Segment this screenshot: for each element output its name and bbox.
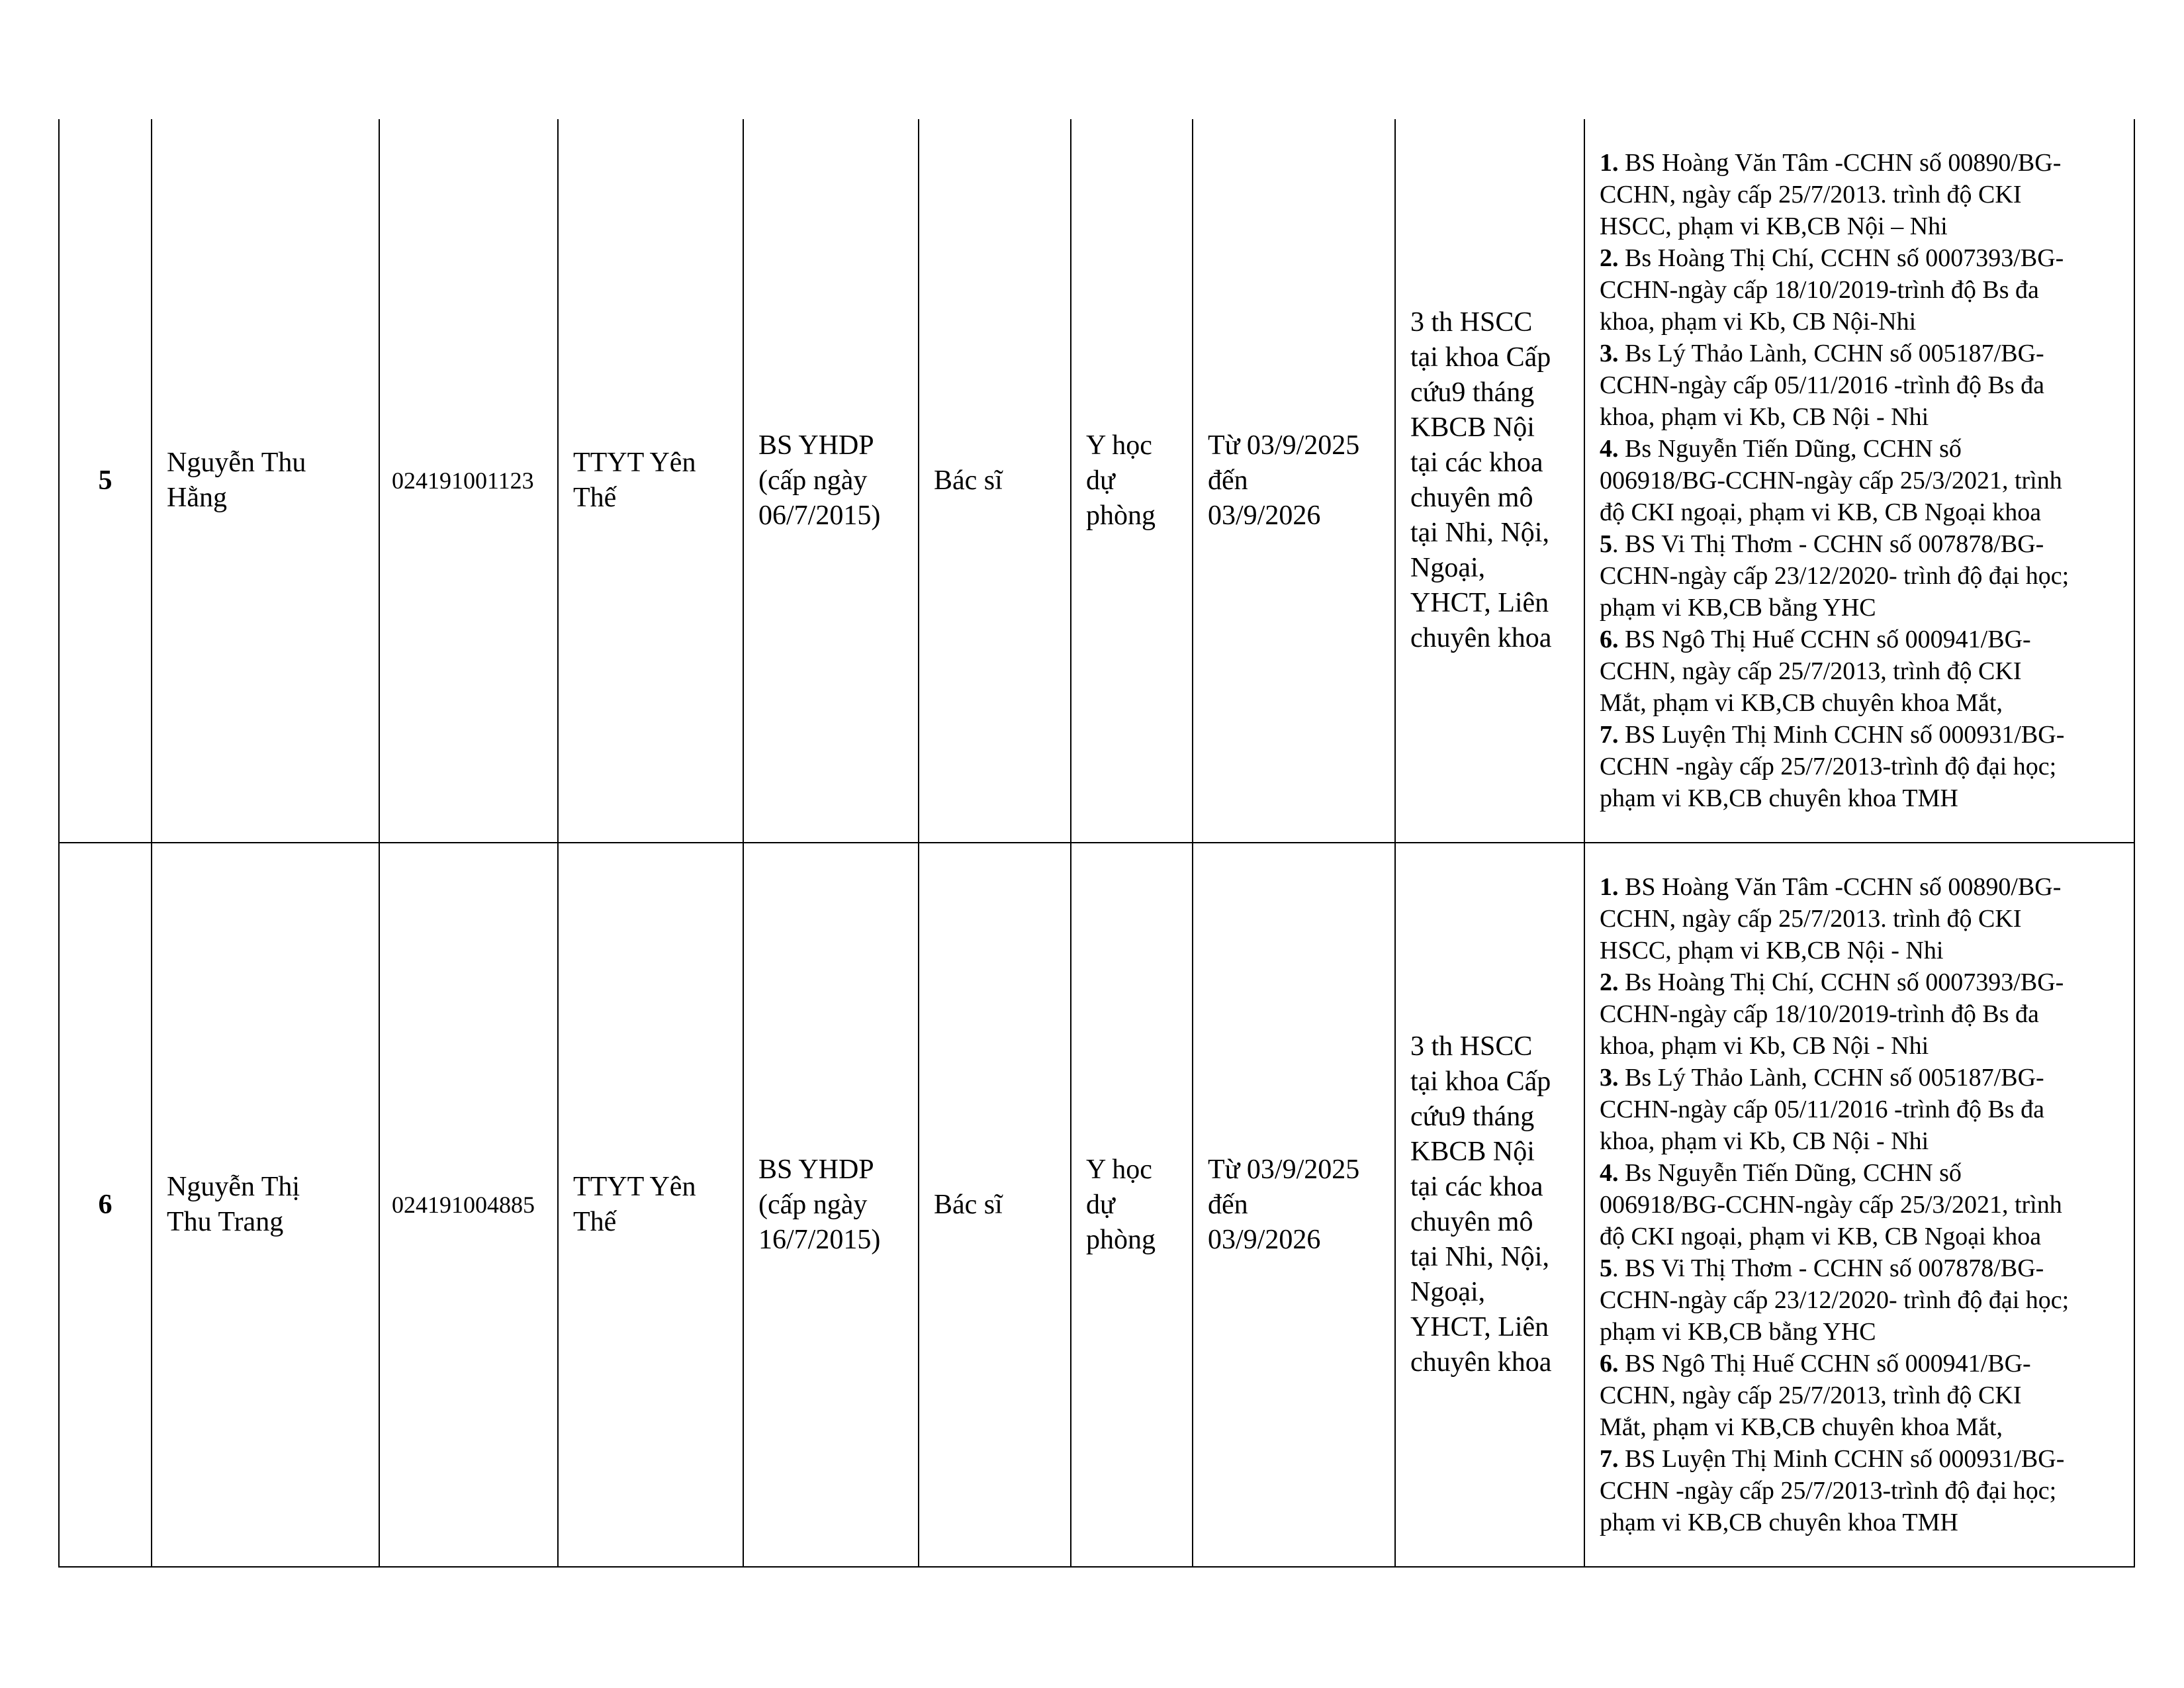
supervisor-line: Mắt, phạm vi KB,CB chuyên khoa Mắt, [1600, 1413, 2003, 1441]
practice-content: 3 th HSCC tại khoa Cấp cứu9 tháng KBCB Nội tại các khoa chuyên mô tại Nhi, Nội, Ngoại, YHCT, Liên chuyên khoa [1395, 843, 1584, 1567]
supervisor-line: độ CKI ngoại, phạm vi KB, CB Ngoại khoa [1600, 498, 2042, 526]
workplace: TTYT Yên Thế [558, 843, 743, 1567]
position: Bác sĩ [919, 119, 1071, 843]
practice-field: Y học dự phòng [1071, 843, 1193, 1567]
supervisor-line: phạm vi KB,CB bằng YHC [1600, 1318, 1876, 1346]
table-row [59, 119, 2134, 843]
supervisor-line: CCHN-ngày cấp 18/10/2019-trình độ Bs đa [1600, 1000, 2039, 1028]
supervisor-line: HSCC, phạm vi KB,CB Nội – Nhi [1600, 212, 1948, 240]
row-number: 5 [59, 119, 152, 843]
supervisor-line: 2. Bs Hoàng Thị Chí, CCHN số 0007393/BG- [1600, 244, 2064, 272]
supervisor-line: 6. BS Ngô Thị Huế CCHN số 000941/BG- [1600, 1350, 2031, 1378]
supervisor-line: 1. BS Hoàng Văn Tâm -CCHN số 00890/BG- [1600, 149, 2062, 177]
row-number: 6 [59, 843, 152, 1567]
qualification: BS YHDP (cấp ngày 16/7/2015) [743, 843, 919, 1567]
id-number: 024191001123 [379, 119, 558, 843]
workplace: TTYT Yên Thế [558, 119, 743, 843]
supervisor-line: 2. Bs Hoàng Thị Chí, CCHN số 0007393/BG- [1600, 968, 2064, 996]
supervisor-line: 5. BS Vi Thị Thơm - CCHN số 007878/BG- [1600, 1254, 2044, 1282]
practice-content: 3 th HSCC tại khoa Cấp cứu9 tháng KBCB Nội tại các khoa chuyên mô tại Nhi, Nội, Ngoại, YHCT, Liên chuyên khoa [1395, 119, 1584, 843]
practice-field: Y học dự phòng [1071, 119, 1193, 843]
supervisor-line: khoa, phạm vi Kb, CB Nội - Nhi [1600, 1127, 1929, 1155]
supervisor-line: 3. Bs Lý Thảo Lành, CCHN số 005187/BG- [1600, 1064, 2044, 1092]
supervisor-line: CCHN-ngày cấp 05/11/2016 -trình độ Bs đa [1600, 371, 2044, 399]
supervisor-list [1584, 843, 2134, 1567]
practice-period: Từ 03/9/2025 đến 03/9/2026 [1193, 843, 1395, 1567]
table-row [59, 843, 2134, 1567]
supervisor-line: khoa, phạm vi Kb, CB Nội - Nhi [1600, 1032, 1929, 1060]
supervisor-line: 6. BS Ngô Thị Huế CCHN số 000941/BG- [1600, 626, 2031, 653]
supervisor-line: 006918/BG-CCHN-ngày cấp 25/3/2021, trình [1600, 1191, 2062, 1219]
supervisor-line: 4. Bs Nguyễn Tiến Dũng, CCHN số [1600, 1159, 1962, 1187]
supervisor-line: HSCC, phạm vi KB,CB Nội - Nhi [1600, 937, 1944, 964]
supervisor-line: 1. BS Hoàng Văn Tâm -CCHN số 00890/BG- [1600, 873, 2062, 901]
supervisor-line: 5. BS Vi Thị Thơm - CCHN số 007878/BG- [1600, 530, 2044, 558]
supervisor-line: khoa, phạm vi Kb, CB Nội-Nhi [1600, 308, 1917, 336]
supervisor-line: 3. Bs Lý Thảo Lành, CCHN số 005187/BG- [1600, 340, 2044, 367]
supervisor-line: CCHN-ngày cấp 23/12/2020- trình độ đại học; [1600, 562, 2070, 590]
supervisor-line: CCHN, ngày cấp 25/7/2013, trình độ CKI [1600, 657, 2022, 685]
supervisor-line: phạm vi KB,CB bằng YHC [1600, 594, 1876, 622]
supervisor-line: CCHN -ngày cấp 25/7/2013-trình độ đại học; [1600, 1477, 2057, 1505]
supervisor-line: CCHN, ngày cấp 25/7/2013. trình độ CKI [1600, 905, 2022, 933]
id-number: 024191004885 [379, 843, 558, 1567]
supervisor-line: 7. BS Luyện Thị Minh CCHN số 000931/BG- [1600, 721, 2065, 749]
supervisor-line: CCHN-ngày cấp 18/10/2019-trình độ Bs đa [1600, 276, 2039, 304]
qualification: BS YHDP (cấp ngày 06/7/2015) [743, 119, 919, 843]
supervisor-line: khoa, phạm vi Kb, CB Nội - Nhi [1600, 403, 1929, 431]
supervisor-line: CCHN, ngày cấp 25/7/2013. trình độ CKI [1600, 181, 2022, 209]
practice-period: Từ 03/9/2025 đến 03/9/2026 [1193, 119, 1395, 843]
supervisor-line: 006918/BG-CCHN-ngày cấp 25/3/2021, trình [1600, 467, 2062, 494]
supervisor-line: CCHN-ngày cấp 23/12/2020- trình độ đại học; [1600, 1286, 2070, 1314]
position: Bác sĩ [919, 843, 1071, 1567]
practitioner-table [58, 119, 2135, 1568]
supervisor-line: 7. BS Luyện Thị Minh CCHN số 000931/BG- [1600, 1445, 2065, 1473]
full-name: Nguyễn Thu Hằng [152, 119, 379, 843]
supervisor-line: Mắt, phạm vi KB,CB chuyên khoa Mắt, [1600, 689, 2003, 717]
supervisor-line: phạm vi KB,CB chuyên khoa TMH [1600, 784, 1958, 812]
supervisor-list [1584, 119, 2134, 843]
supervisor-line: phạm vi KB,CB chuyên khoa TMH [1600, 1509, 1958, 1536]
supervisor-line: CCHN, ngày cấp 25/7/2013, trình độ CKI [1600, 1382, 2022, 1409]
full-name: Nguyễn Thị Thu Trang [152, 843, 379, 1567]
supervisor-line: CCHN -ngày cấp 25/7/2013-trình độ đại học; [1600, 753, 2057, 780]
supervisor-line: 4. Bs Nguyễn Tiến Dũng, CCHN số [1600, 435, 1962, 463]
supervisor-line: CCHN-ngày cấp 05/11/2016 -trình độ Bs đa [1600, 1096, 2044, 1123]
supervisor-line: độ CKI ngoại, phạm vi KB, CB Ngoại khoa [1600, 1223, 2042, 1250]
